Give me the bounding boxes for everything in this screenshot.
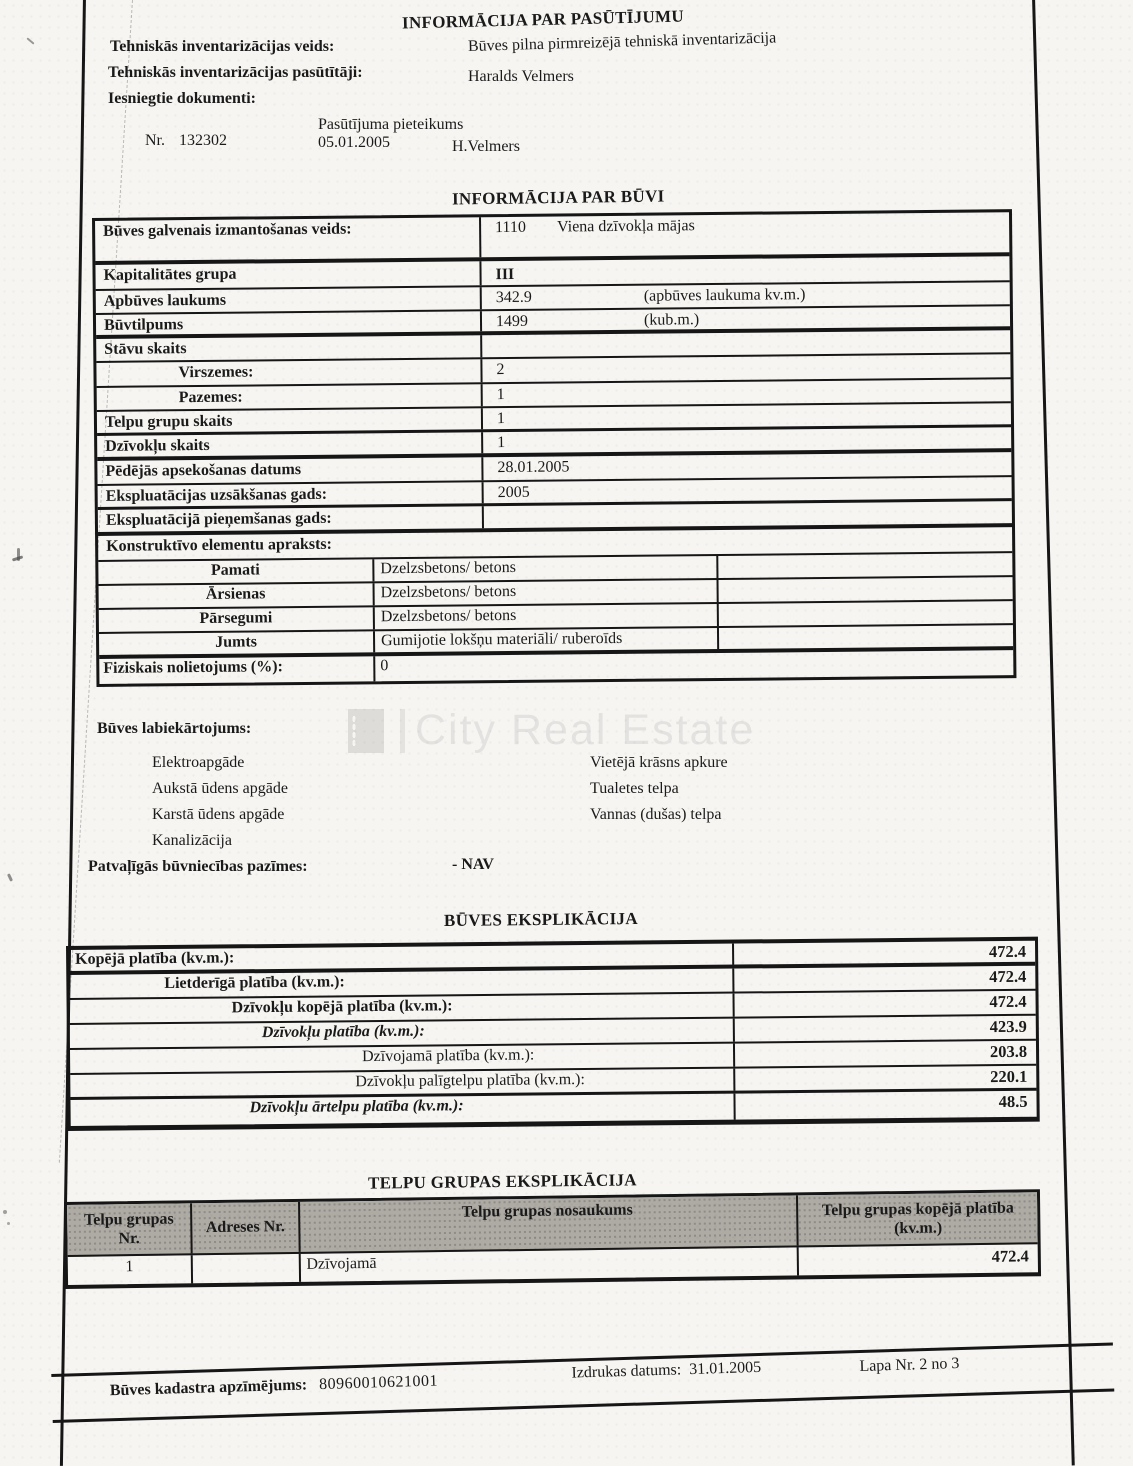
cadastre-value: 80960010621001 — [318, 1372, 439, 1394]
area-note: (apbūves laukuma kv.m.) — [643, 286, 806, 305]
row-value: 1 — [496, 386, 505, 404]
row-value: 203.8 — [989, 1041, 1028, 1062]
row-label: Dzīvokļu kopējā platība (kv.m.): — [70, 994, 735, 1023]
submitted-documents-label: Iesniegtie dokumenti: — [108, 90, 256, 107]
column-header-address-nr: Adreses Nr. — [192, 1202, 300, 1253]
inventory-type-label: Tehniskās inventarizācijas veids: — [110, 38, 335, 55]
volume-note: (kub.m.) — [643, 311, 700, 329]
row-label: Būvtilpums — [96, 311, 482, 335]
print-date-value: 31.01.2005 — [688, 1358, 762, 1379]
cell-name: Dzīvojamā — [300, 1247, 799, 1282]
row-label: Kopējā platība (kv.m.): — [69, 944, 734, 971]
column-header-name: Telpu grupas nosaukums — [300, 1195, 799, 1252]
usage-code: 1110 — [495, 218, 527, 237]
construction-elements-header: Konstruktīvo elementu apraksts: — [106, 535, 333, 555]
room-groups-section-title: TELPU GRUPAS EKSPLIKĀCIJA — [367, 1170, 637, 1193]
row-label: Dzīvokļu platība (kv.m.): — [70, 1019, 735, 1048]
scan-smudge — [7, 873, 13, 882]
row-label: Telpu grupu skaits — [97, 408, 483, 433]
page-number: Lapa Nr. 2 no 3 — [859, 1355, 960, 1376]
column-header-area: Telpu grupas kopējā platība (kv.m.) — [821, 1199, 1014, 1238]
element-label: Jumts — [99, 631, 375, 655]
element-label: Ārsienas — [99, 583, 375, 608]
row-label: Dzīvokļu skaits — [97, 432, 483, 457]
row-value — [481, 212, 1009, 257]
watermark-divider — [400, 709, 405, 753]
row-label: Ekspluatācijā pieņemšanas gads: — [98, 506, 484, 532]
volume-value: 1499 — [495, 312, 529, 331]
room-groups-table — [64, 1189, 1041, 1289]
usage-text: Viena dzīvokļa mājas — [557, 217, 695, 236]
row-value: 472.4 — [989, 991, 1027, 1012]
row-label: Dzīvokļu palīgtelpu platība (kv.m.): — [70, 1069, 735, 1097]
row-value: 1 — [497, 434, 506, 452]
element-empty-cell — [719, 577, 1013, 602]
amenity-item: Vannas (dušas) telpa — [590, 806, 722, 823]
row-value — [482, 330, 1010, 357]
element-value: Gumijotie lokšņu materiāli/ ruberoīds — [375, 628, 719, 652]
order-number — [145, 132, 227, 150]
element-empty-cell — [718, 553, 1012, 578]
row-label: Apbūves laukums — [96, 287, 482, 313]
element-empty-cell — [719, 625, 1013, 649]
amenities-title: Būves labiekārtojums: — [97, 720, 252, 737]
order-number-value: 132302 — [179, 132, 227, 149]
explication-section-title: BŪVES EKSPLIKĀCIJA — [443, 908, 638, 931]
scan-smudge — [7, 1222, 10, 1225]
row-value: 472.4 — [989, 966, 1027, 987]
physical-wear-value: 0 — [380, 657, 389, 675]
row-value: 2 — [496, 361, 505, 379]
row-label: Ekspluatācijas uzsākšanas gads: — [98, 482, 484, 507]
row-value: 1 — [496, 410, 506, 428]
document-person: H.Velmers — [452, 138, 520, 155]
element-value: Dzelzsbetons/ betons — [375, 580, 719, 605]
amenity-item: Aukstā ūdens apgāde — [152, 780, 288, 797]
row-label: Dzīvokļu ārtelpu platība (kv.m.): — [70, 1094, 735, 1126]
amenity-item: Elektroapgāde — [152, 754, 245, 771]
row-label: Būves galvenais izmantošanas veids: — [95, 217, 481, 261]
building-section-title: INFORMĀCIJA PAR BŪVI — [451, 186, 665, 209]
element-empty-cell — [719, 601, 1013, 626]
element-value: Dzelzsbetons/ betons — [374, 556, 718, 581]
row-label: Stāvu skaits — [96, 335, 482, 361]
print-date — [571, 1359, 761, 1383]
scan-smudge — [3, 1210, 7, 1214]
unauthorized-construction-value: - NAV — [452, 856, 494, 873]
cell-address-nr — [193, 1254, 301, 1283]
row-value: 2005 — [497, 483, 530, 502]
row-value: 472.4 — [988, 941, 1027, 962]
column-header-group-nr: Telpu grupas Nr. — [67, 1203, 193, 1255]
watermark — [348, 706, 755, 755]
row-value: 220.1 — [990, 1066, 1028, 1087]
cell-group-nr: 1 — [68, 1255, 194, 1285]
row-label: Pazemes: — [97, 384, 483, 410]
scan-smudge — [17, 548, 20, 561]
row-label: Virszemes: — [96, 359, 482, 386]
watermark-text: City Real Estate — [415, 706, 756, 754]
row-value: III — [495, 265, 515, 284]
physical-wear-label: Fiziskais nolietojums (%): — [99, 656, 375, 684]
cadastre-designation — [110, 1373, 439, 1401]
amenity-item: Karstā ūdens apgāde — [152, 806, 285, 823]
document-date: 05.01.2005 — [318, 134, 390, 151]
row-value — [482, 306, 1010, 331]
scan-smudge — [26, 37, 34, 44]
row-value — [482, 282, 1010, 309]
row-value: 48.5 — [998, 1091, 1028, 1112]
row-label: Dzīvojamā platība (kv.m.): — [70, 1044, 735, 1073]
order-number-label: Nr. — [145, 132, 165, 149]
inventory-customer-label: Tehniskās inventarizācijas pasūtītāji: — [108, 64, 363, 81]
row-label: Lietderīgā platība (kv.m.): — [69, 969, 734, 998]
area-value: 342.9 — [495, 288, 532, 307]
watermark-logo-icon — [348, 709, 384, 753]
cell-area: 472.4 — [991, 1246, 1029, 1266]
unauthorized-construction-label: Patvaļīgās būvniecības pazīmes: — [88, 858, 308, 875]
page-footer — [51, 1321, 1115, 1428]
row-value — [484, 501, 1012, 528]
cadastre-label: Būves kadastra apzīmējums: — [109, 1376, 308, 1400]
building-info-table — [92, 209, 1016, 687]
amenity-item: Vietējā krāsns apkure — [590, 754, 728, 771]
element-label: Pamati — [98, 559, 374, 584]
row-value: 28.01.2005 — [497, 458, 570, 477]
row-label: Pēdējās apsekošanas datums — [97, 457, 483, 484]
inventory-type-value: Būves pilna pirmreizējā tehniskā inventarizācija — [467, 29, 777, 55]
print-date-label: Izdrukas datums: — [571, 1361, 682, 1382]
element-label: Pārsegumi — [99, 607, 375, 632]
inventory-customer-value: Haralds Velmers — [468, 68, 574, 85]
document-name: Pasūtījuma pieteikums — [318, 116, 464, 133]
order-section-title: INFORMĀCIJA PAR PASŪTĪJUMU — [401, 6, 685, 33]
row-value: 423.9 — [989, 1016, 1027, 1037]
building-explication-table — [66, 937, 1040, 1131]
amenity-item: Tualetes telpa — [590, 780, 679, 797]
row-label: Kapitalitātes grupa — [95, 261, 481, 289]
element-value: Dzelzsbetons/ betons — [375, 604, 719, 629]
amenity-item: Kanalizācija — [152, 832, 232, 849]
